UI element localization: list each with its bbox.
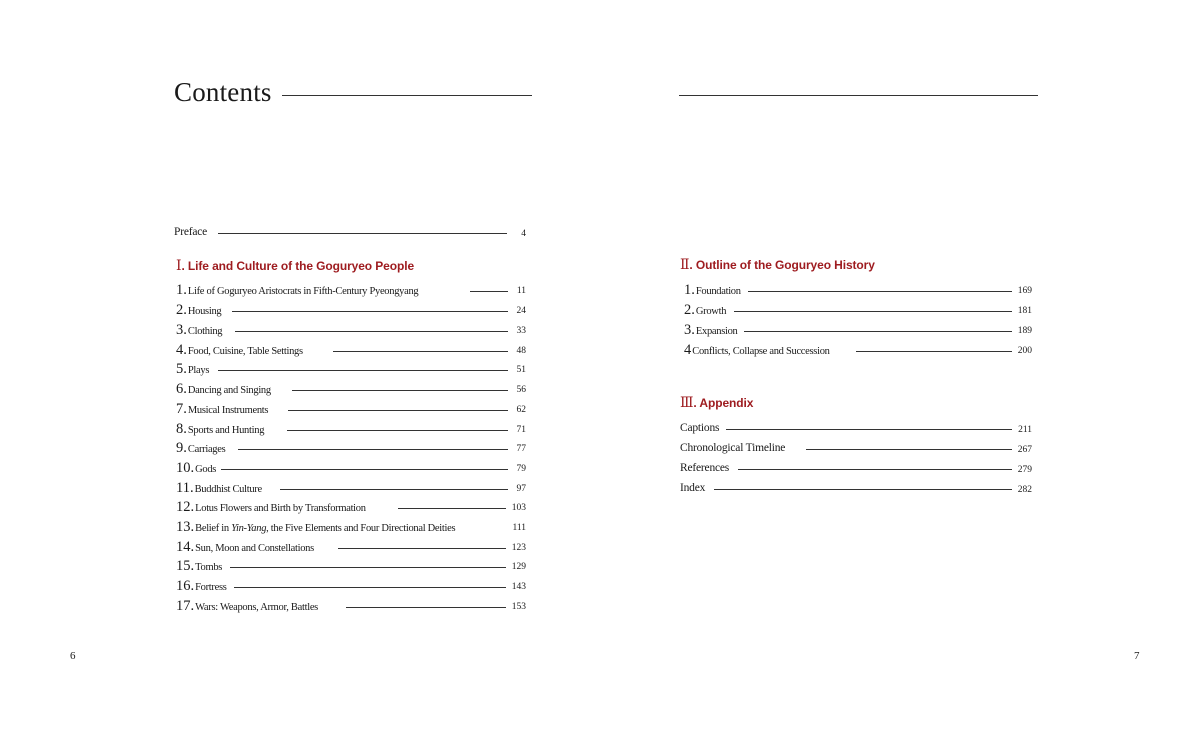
leader-line [856, 351, 1012, 352]
toc-number: 13. [176, 519, 195, 535]
toc-number: 10. [176, 460, 195, 476]
toc-label: Growth [695, 306, 727, 317]
leader-line [338, 548, 506, 549]
page-title: Contents [174, 77, 272, 107]
toc-row[interactable] [176, 518, 526, 536]
toc-label: Life of Goguryeo Aristocrats in Fifth-Century Pyeongyang [187, 286, 419, 297]
toc-label: Musical Instruments [187, 405, 269, 416]
toc-row[interactable] [680, 479, 1032, 497]
toc-label-emphasis: Yin-Yang [231, 523, 267, 534]
leader-line [238, 449, 508, 450]
toc-number: 5. [176, 361, 187, 377]
toc-page: 77 [516, 444, 526, 454]
toc-page: 24 [516, 306, 526, 316]
toc-page: 111 [512, 523, 526, 533]
toc-page: 189 [1017, 326, 1032, 336]
toc-number: 7. [176, 401, 187, 417]
toc-page: 153 [511, 602, 526, 612]
toc-row[interactable] [176, 439, 526, 457]
toc-row[interactable] [176, 281, 526, 299]
toc-page: 282 [1017, 485, 1032, 495]
toc-row[interactable] [680, 439, 1032, 457]
leader-line [714, 489, 1012, 490]
toc-label: Belief in [195, 523, 232, 534]
toc-number: 3. [176, 322, 187, 338]
toc-label: Plays [187, 365, 210, 376]
toc-page: 169 [1017, 286, 1032, 296]
toc-number: 4 [684, 342, 692, 358]
leader-line [748, 291, 1012, 292]
toc-page: 123 [511, 543, 526, 553]
page-number: 7 [1134, 650, 1140, 662]
section-title: . Appendix [693, 396, 754, 410]
page-number: 6 [70, 650, 76, 662]
toc-row[interactable] [176, 321, 526, 339]
section-title: . Outline of the Goguryeo History [689, 258, 875, 272]
leader-line [287, 430, 508, 431]
toc-page: 33 [516, 326, 526, 336]
toc-number: 12. [176, 499, 195, 515]
leader-line [218, 233, 507, 234]
toc-label: Gods [195, 464, 217, 475]
toc-number: 9. [176, 440, 187, 456]
leader-line [280, 489, 508, 490]
toc-number: 1. [684, 282, 695, 298]
toc-number: 2. [684, 302, 695, 318]
toc-row[interactable] [684, 341, 1034, 359]
toc-page: 4 [521, 229, 526, 239]
toc-label: , the Five Elements and Four Directional Deities [266, 523, 456, 534]
toc-row[interactable] [176, 420, 526, 438]
toc-label: Sun, Moon and Constellations [195, 543, 314, 554]
toc-row[interactable] [684, 281, 1034, 299]
toc-number: 11. [176, 480, 194, 496]
toc-number: 15. [176, 558, 195, 574]
toc-row[interactable] [176, 479, 526, 497]
section-heading-2 [680, 257, 875, 274]
toc-label: Food, Cuisine, Table Settings [187, 346, 303, 357]
toc-row[interactable] [176, 301, 526, 319]
right-page [600, 0, 1200, 746]
toc-number: 16. [176, 578, 195, 594]
section-numeral: Ⅲ [680, 396, 694, 411]
toc-number: 4. [176, 342, 187, 358]
leader-line [738, 469, 1012, 470]
title-rule [679, 95, 1038, 96]
leader-line [398, 508, 506, 509]
toc-page: 56 [516, 385, 526, 395]
leader-line [235, 331, 508, 332]
toc-label: Fortress [195, 582, 227, 593]
leader-line [221, 469, 508, 470]
leader-line [234, 587, 506, 588]
toc-page: 71 [516, 425, 526, 435]
toc-page: 129 [511, 562, 526, 572]
leader-line [218, 370, 508, 371]
toc-page: 51 [516, 365, 526, 375]
title-rule [282, 95, 532, 96]
toc-page: 267 [1017, 445, 1032, 455]
leader-line [734, 311, 1012, 312]
toc-page: 62 [516, 405, 526, 415]
toc-label: Tombs [195, 562, 223, 573]
toc-label: Chronological Timeline [680, 442, 786, 454]
leader-line [346, 607, 506, 608]
toc-row-preface[interactable] [174, 223, 526, 241]
toc-row[interactable] [176, 459, 526, 477]
toc-row[interactable] [176, 538, 526, 556]
leader-line [230, 567, 506, 568]
toc-label: Expansion [695, 326, 738, 337]
leader-line [744, 331, 1012, 332]
toc-row[interactable] [176, 577, 526, 595]
toc-label: Foundation [695, 286, 741, 297]
toc-page: 279 [1017, 465, 1032, 475]
toc-number: 3. [684, 322, 695, 338]
toc-page: 200 [1017, 346, 1032, 356]
toc-number: 17. [176, 598, 195, 614]
toc-row[interactable] [176, 498, 526, 516]
toc-page: 103 [511, 503, 526, 513]
toc-row[interactable] [684, 301, 1034, 319]
toc-label: References [680, 462, 730, 474]
toc-label: Conflicts, Collapse and Succession [692, 346, 830, 357]
toc-number: 14. [176, 539, 195, 555]
toc-row[interactable] [176, 597, 526, 615]
toc-label: Clothing [187, 326, 223, 337]
leader-line [232, 311, 508, 312]
toc-label: Captions [680, 422, 720, 434]
toc-row[interactable] [176, 341, 526, 359]
toc-row[interactable] [680, 459, 1032, 477]
toc-label: Buddhist Culture [194, 484, 262, 495]
toc-row[interactable] [176, 557, 526, 575]
leader-line [292, 390, 508, 391]
toc-label: Index [680, 482, 706, 494]
toc-page: 79 [516, 464, 526, 474]
toc-row[interactable] [684, 321, 1034, 339]
toc-number: 1. [176, 282, 187, 298]
leader-line [806, 449, 1012, 450]
toc-label: Wars: Weapons, Armor, Battles [195, 602, 318, 613]
toc-label: Preface [174, 226, 208, 238]
section-numeral: Ⅰ [176, 259, 182, 274]
leader-line [333, 351, 508, 352]
toc-number: 6. [176, 381, 187, 397]
toc-row[interactable] [176, 360, 526, 378]
leader-line [470, 291, 508, 292]
toc-label: Housing [187, 306, 222, 317]
toc-page: 181 [1017, 306, 1032, 316]
toc-row[interactable] [176, 400, 526, 418]
toc-label: Sports and Hunting [187, 425, 265, 436]
toc-page: 143 [511, 582, 526, 592]
toc-row[interactable] [680, 419, 1032, 437]
section-numeral: Ⅱ [680, 258, 690, 273]
leader-line [726, 429, 1012, 430]
toc-page: 97 [516, 484, 526, 494]
toc-row[interactable] [176, 380, 526, 398]
section-heading-1 [176, 258, 414, 275]
toc-label: Lotus Flowers and Birth by Transformation [195, 503, 366, 514]
section-title: . Life and Culture of the Goguryeo People [181, 259, 415, 273]
toc-page: 11 [516, 286, 526, 296]
toc-number: 8. [176, 421, 187, 437]
leader-line [288, 410, 508, 411]
toc-page: 211 [1018, 425, 1032, 435]
toc-number: 2. [176, 302, 187, 318]
toc-page: 48 [516, 346, 526, 356]
toc-label: Carriages [187, 444, 226, 455]
section-heading-3 [680, 395, 753, 412]
toc-label: Dancing and Singing [187, 385, 271, 396]
